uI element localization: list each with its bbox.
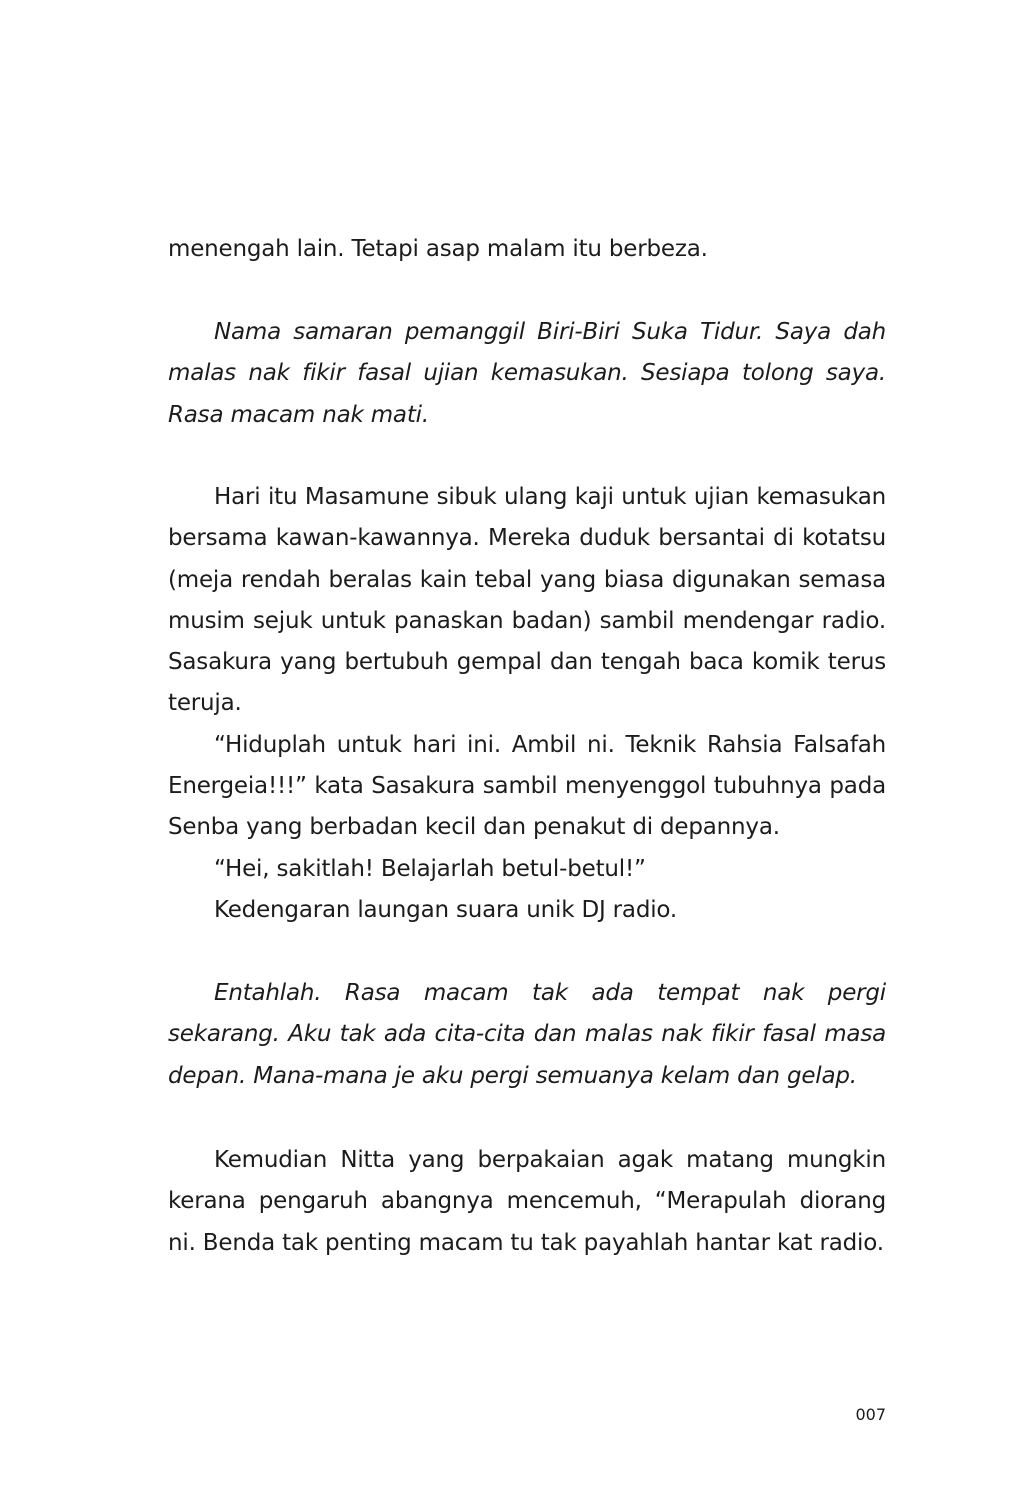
- paragraph-dialogue-sasakura: “Hiduplah untuk hari ini. Ambil ni. Teknik Rahsia Falsafah Energeia!!!” kata Sasakura sambil menyenggol tubuhnya pada Senba yang berbadan kecil dan penakut di depannya.: [168, 731, 886, 841]
- paragraph-group-2: [168, 312, 886, 436]
- paragraph-continuation: menengah lain. Tetapi asap malam itu berbeza.: [168, 236, 708, 262]
- paragraph-narration-3: Kemudian Nitta yang berpakaian agak matang mungkin kerana pengaruh abangnya mencemuh, “Merapulah diorang ni. Benda tak penting macam tu tak payahlah hantar kat radio.: [168, 1147, 886, 1256]
- paragraph-radio-message-1: Nama samaran pemanggil Biri-Biri Suka Tidur. Saya dah malas nak fikir fasal ujian kemasukan. Sesiapa tolong saya. Rasa macam nak mati.: [168, 319, 886, 428]
- page-number: 007: [855, 1405, 886, 1424]
- paragraph-group-3: [168, 477, 886, 931]
- paragraph-radio-message-2: Entahlah. Rasa macam tak ada tempat nak pergi sekarang. Aku tak ada cita-cita dan malas nak fikir fasal masa depan. Mana-mana je aku pergi semuanya kelam dan gelap.: [168, 980, 886, 1089]
- paragraph-group-5: [168, 1140, 886, 1264]
- paragraph-narration-1: Hari itu Masamune sibuk ulang kaji untuk ujian kemasukan bersama kawan-kawannya. Mereka duduk bersantai di kotatsu (meja rendah beralas kain tebal yang biasa digunakan semasa musim sejuk untuk panaskan badan) sambil mendengar radio. Sasakura yang bertubuh gempal dan tengah baca komik terus teruja.: [168, 484, 886, 717]
- paragraph-group-4: [168, 973, 886, 1097]
- paragraph-dialogue-senba: “Hei, sakitlah! Belajarlah betul-betul!”: [214, 855, 646, 882]
- paragraph-narration-2: Kedengaran laungan suara unik DJ radio.: [214, 896, 677, 923]
- paragraph-group-1: [168, 229, 886, 270]
